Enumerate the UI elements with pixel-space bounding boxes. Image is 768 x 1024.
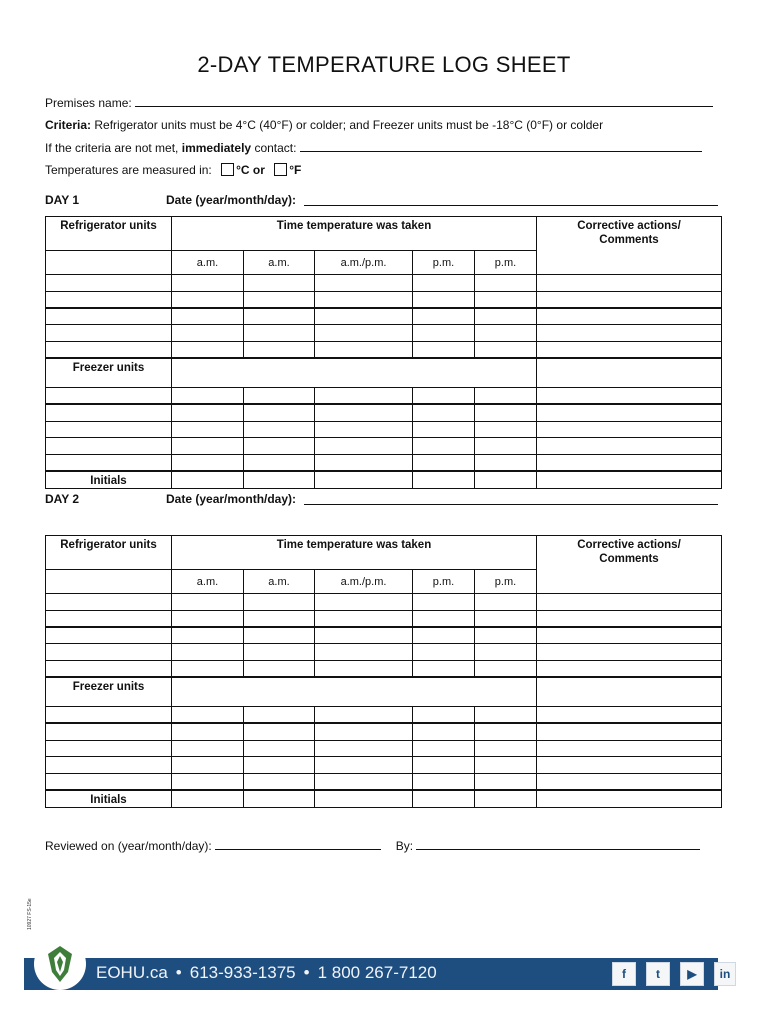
freezer-entry-row (46, 421, 722, 438)
comments-header (537, 536, 722, 594)
freezer-entry-row (46, 773, 722, 790)
comments-cell[interactable] (537, 594, 722, 611)
temperature-cell[interactable] (172, 388, 244, 405)
unit-name-cell[interactable] (46, 644, 172, 661)
initials-cell[interactable] (315, 790, 413, 808)
time-slot-label: a.m./p.m. (315, 570, 413, 594)
unit-or-label: or (252, 163, 265, 177)
measured-line (45, 163, 721, 177)
measured-label: Temperatures are measured in: (45, 163, 212, 177)
temperature-cell[interactable] (315, 275, 413, 292)
comments-cell[interactable] (537, 454, 722, 471)
comments-cell[interactable] (537, 790, 722, 808)
temperature-cell[interactable] (315, 723, 413, 740)
temperature-cell[interactable] (244, 292, 315, 309)
page-title: 2-DAY TEMPERATURE LOG SHEET (197, 52, 571, 77)
temperature-cell[interactable] (172, 627, 244, 644)
initials-cell[interactable] (244, 790, 315, 808)
temperature-cell[interactable] (315, 644, 413, 661)
premises-field[interactable] (135, 96, 713, 107)
refrigerator-units-header: Refrigerator units (46, 536, 172, 570)
refrigerator-entry-row (46, 341, 722, 358)
day2-label: DAY 2 (45, 492, 80, 506)
temperature-cell[interactable] (244, 757, 315, 774)
footer-phone-toll-free: 1 800 267-7120 (317, 963, 437, 982)
temperature-cell[interactable] (413, 707, 475, 724)
day1-date-label: Date (year/month/day): (166, 193, 297, 207)
reviewed-label: Reviewed on (year/month/day): (45, 839, 212, 853)
freezer-time-span (172, 677, 537, 707)
comments-cell[interactable] (537, 707, 722, 724)
freezer-units-header: Freezer units (46, 677, 172, 707)
header-row (46, 217, 722, 251)
comments-cell[interactable] (537, 740, 722, 757)
temperature-cell[interactable] (172, 404, 244, 421)
temperature-cell[interactable] (413, 454, 475, 471)
temperature-cell[interactable] (172, 275, 244, 292)
temperature-cell[interactable] (413, 292, 475, 309)
freezer-entry-row (46, 388, 722, 405)
temperature-cell[interactable] (475, 611, 537, 628)
freezer-entry-row (46, 438, 722, 455)
temperature-cell[interactable] (475, 660, 537, 677)
temperature-cell[interactable] (244, 740, 315, 757)
temperature-cell[interactable] (475, 325, 537, 342)
unit-name-cell[interactable] (46, 627, 172, 644)
temperature-cell[interactable] (315, 421, 413, 438)
temperature-cell[interactable] (244, 594, 315, 611)
unit-name-cell[interactable] (46, 275, 172, 292)
unit-name-cell[interactable] (46, 308, 172, 325)
initials-cell[interactable] (315, 471, 413, 489)
comments-cell[interactable] (537, 627, 722, 644)
freezer-entry-row (46, 707, 722, 724)
time-slot-label: a.m. (244, 251, 315, 275)
temperature-cell[interactable] (315, 404, 413, 421)
temperature-cell[interactable] (244, 611, 315, 628)
day1-date-field[interactable] (304, 205, 718, 206)
time-slot-label: a.m. (172, 251, 244, 275)
time-slot-label: p.m. (413, 570, 475, 594)
temperature-cell[interactable] (244, 275, 315, 292)
temperature-cell[interactable] (244, 773, 315, 790)
reviewed-by-label: By: (395, 839, 414, 853)
freezer-header-row (46, 677, 722, 707)
unit-name-cell[interactable] (46, 594, 172, 611)
initials-cell[interactable] (475, 790, 537, 808)
temperature-cell[interactable] (315, 454, 413, 471)
document-code: 10927 FS-15e (27, 898, 33, 930)
comments-cell[interactable] (537, 723, 722, 740)
footer-phone-local: 613-933-1375 (189, 963, 296, 982)
temperature-cell[interactable] (475, 757, 537, 774)
freezer-units-header: Freezer units (46, 358, 172, 388)
unit-name-cell[interactable] (46, 388, 172, 405)
initials-cell[interactable] (475, 471, 537, 489)
unit-name-cell[interactable] (46, 660, 172, 677)
comments-cell[interactable] (537, 308, 722, 325)
reviewed-line (45, 839, 721, 853)
comments-cell[interactable] (537, 471, 722, 489)
unit-name-cell[interactable] (46, 454, 172, 471)
unit-name-cell[interactable] (46, 292, 172, 309)
time-slot-label: p.m. (475, 251, 537, 275)
comments-header-line2: Comments (599, 553, 659, 565)
temperature-cell[interactable] (315, 594, 413, 611)
temperature-cell[interactable] (244, 644, 315, 661)
initials-row (46, 790, 722, 808)
temperature-cell[interactable] (172, 594, 244, 611)
temperature-cell[interactable] (315, 740, 413, 757)
temperature-cell[interactable] (315, 438, 413, 455)
temperature-cell[interactable] (244, 660, 315, 677)
refrigerator-entry-row (46, 611, 722, 628)
freezer-entry-row (46, 404, 722, 421)
freezer-entry-row (46, 723, 722, 740)
unit-name-cell[interactable] (46, 325, 172, 342)
unit-name-cell[interactable] (46, 757, 172, 774)
footer-contact: EOHU.ca • 613-933-1375 • 1 800 267-7120 (96, 963, 437, 982)
time-slot-label: p.m. (475, 570, 537, 594)
temperature-cell[interactable] (475, 594, 537, 611)
unit-name-cell[interactable] (46, 251, 172, 275)
time-slot-label: p.m. (413, 251, 475, 275)
temperature-cell[interactable] (172, 421, 244, 438)
initials-cell[interactable] (413, 471, 475, 489)
temperature-cell[interactable] (475, 292, 537, 309)
premises-line (45, 96, 721, 110)
temperature-cell[interactable] (413, 404, 475, 421)
unit-name-cell[interactable] (46, 421, 172, 438)
temperature-cell[interactable] (172, 308, 244, 325)
unit-name-cell[interactable] (46, 570, 172, 594)
criteria-line (45, 118, 721, 132)
initials-cell[interactable] (413, 790, 475, 808)
initials-row (46, 471, 722, 489)
time-slot-label: a.m./p.m. (315, 251, 413, 275)
temperature-cell[interactable] (244, 308, 315, 325)
freezer-time-span (172, 358, 537, 388)
temperature-cell[interactable] (315, 308, 413, 325)
temperature-cell[interactable] (413, 308, 475, 325)
temperature-cell[interactable] (172, 644, 244, 661)
temperature-cell[interactable] (475, 627, 537, 644)
contact-line (45, 141, 721, 155)
temperature-cell[interactable] (475, 723, 537, 740)
fahrenheit-label: °F (289, 163, 302, 177)
comments-cell[interactable] (537, 421, 722, 438)
temperature-cell[interactable] (475, 644, 537, 661)
temperature-cell[interactable] (172, 707, 244, 724)
comments-cell[interactable] (537, 404, 722, 421)
temperature-cell[interactable] (413, 275, 475, 292)
contact-pre: If the criteria are not met, (45, 141, 179, 155)
temperature-cell[interactable] (244, 341, 315, 358)
temperature-cell[interactable] (315, 627, 413, 644)
day1-log-table (45, 216, 722, 489)
temperature-cell[interactable] (475, 773, 537, 790)
criteria-label: Criteria: (45, 118, 92, 132)
comments-cell[interactable] (537, 773, 722, 790)
temperature-cell[interactable] (172, 773, 244, 790)
facebook-icon[interactable]: f (612, 962, 636, 986)
comments-header (537, 217, 722, 275)
temperature-cell[interactable] (172, 454, 244, 471)
comments-cell[interactable] (537, 757, 722, 774)
temperature-cell[interactable] (413, 421, 475, 438)
temperature-cell[interactable] (315, 325, 413, 342)
comments-cell[interactable] (537, 611, 722, 628)
refrigerator-entry-row (46, 308, 722, 325)
freezer-entry-row (46, 454, 722, 471)
temperature-cell[interactable] (172, 740, 244, 757)
refrigerator-entry-row (46, 644, 722, 661)
temperature-cell[interactable] (244, 325, 315, 342)
footer-site[interactable]: EOHU.ca (96, 963, 168, 982)
temperature-cell[interactable] (413, 438, 475, 455)
temperature-cell[interactable] (244, 404, 315, 421)
unit-name-cell[interactable] (46, 773, 172, 790)
comments-cell[interactable] (537, 275, 722, 292)
refrigerator-entry-row (46, 292, 722, 309)
youtube-icon[interactable]: ▶ (680, 962, 704, 986)
temperature-cell[interactable] (172, 757, 244, 774)
reviewed-by-field[interactable] (416, 839, 700, 850)
initials-label: Initials (46, 790, 172, 808)
unit-name-cell[interactable] (46, 404, 172, 421)
temperature-cell[interactable] (315, 388, 413, 405)
unit-name-cell[interactable] (46, 611, 172, 628)
temperature-cell[interactable] (413, 757, 475, 774)
temperature-cell[interactable] (413, 627, 475, 644)
temperature-cell[interactable] (315, 292, 413, 309)
contact-post: contact: (254, 141, 297, 155)
temperature-cell[interactable] (315, 341, 413, 358)
temperature-cell[interactable] (413, 594, 475, 611)
temperature-cell[interactable] (172, 611, 244, 628)
day2-date-field[interactable] (304, 504, 718, 505)
initials-cell[interactable] (172, 790, 244, 808)
refrigerator-entry-row (46, 660, 722, 677)
contact-field[interactable] (300, 141, 702, 152)
celsius-checkbox[interactable] (221, 163, 234, 176)
temperature-cell[interactable] (475, 421, 537, 438)
temperature-cell[interactable] (315, 660, 413, 677)
temperature-cell[interactable] (244, 707, 315, 724)
temperature-cell[interactable] (315, 611, 413, 628)
comments-header-line2: Comments (599, 234, 659, 246)
freezer-entry-row (46, 757, 722, 774)
temperature-cell[interactable] (475, 740, 537, 757)
criteria-text: Refrigerator units must be 4°C (40°F) or colder; and Freezer units must be -18°C (0°F) or colder (94, 118, 604, 132)
temperature-cell[interactable] (413, 611, 475, 628)
temperature-cell[interactable] (244, 454, 315, 471)
temperature-cell[interactable] (172, 723, 244, 740)
day2-date-label: Date (year/month/day): (166, 492, 297, 506)
unit-name-cell[interactable] (46, 438, 172, 455)
day1-label: DAY 1 (45, 193, 80, 207)
temperature-cell[interactable] (172, 292, 244, 309)
contact-bold: immediately (181, 141, 252, 155)
temperature-cell[interactable] (315, 757, 413, 774)
temperature-cell[interactable] (475, 275, 537, 292)
temperature-cell[interactable] (244, 421, 315, 438)
unit-name-cell[interactable] (46, 723, 172, 740)
unit-name-cell[interactable] (46, 740, 172, 757)
initials-cell[interactable] (172, 471, 244, 489)
linkedin-icon[interactable]: in (714, 962, 736, 986)
temperature-cell[interactable] (413, 723, 475, 740)
comments-cell[interactable] (537, 341, 722, 358)
refrigerator-entry-row (46, 594, 722, 611)
temperature-cell[interactable] (172, 438, 244, 455)
temperature-cell[interactable] (315, 773, 413, 790)
unit-name-cell[interactable] (46, 341, 172, 358)
temperature-cell[interactable] (244, 627, 315, 644)
temperature-cell[interactable] (315, 707, 413, 724)
fahrenheit-checkbox[interactable] (274, 163, 287, 176)
time-slot-label: a.m. (244, 570, 315, 594)
initials-cell[interactable] (244, 471, 315, 489)
comments-cell[interactable] (537, 325, 722, 342)
header-row (46, 536, 722, 570)
freezer-entry-row (46, 740, 722, 757)
time-taken-header: Time temperature was taken (172, 217, 537, 251)
time-slot-label: a.m. (172, 570, 244, 594)
temperature-cell[interactable] (413, 644, 475, 661)
temperature-cell[interactable] (244, 438, 315, 455)
celsius-label: °C (236, 163, 250, 177)
temperature-cell[interactable] (475, 454, 537, 471)
temperature-cell[interactable] (475, 388, 537, 405)
temperature-cell[interactable] (475, 404, 537, 421)
comments-cell[interactable] (537, 660, 722, 677)
eohu-logo (34, 938, 86, 990)
temperature-cell[interactable] (244, 388, 315, 405)
temperature-cell[interactable] (172, 341, 244, 358)
unit-name-cell[interactable] (46, 707, 172, 724)
comments-cell[interactable] (537, 677, 722, 707)
temperature-cell[interactable] (413, 660, 475, 677)
temperature-cell[interactable] (475, 707, 537, 724)
time-taken-header: Time temperature was taken (172, 536, 537, 570)
initials-label: Initials (46, 471, 172, 489)
temperature-cell[interactable] (244, 723, 315, 740)
temperature-cell[interactable] (475, 438, 537, 455)
twitter-icon[interactable]: t (646, 962, 670, 986)
reviewed-date-field[interactable] (215, 839, 381, 850)
temperature-cell[interactable] (413, 773, 475, 790)
refrigerator-entry-row (46, 275, 722, 292)
premises-label: Premises name: (45, 96, 132, 110)
temperature-cell[interactable] (172, 325, 244, 342)
day2-log-table (45, 535, 722, 808)
comments-cell[interactable] (537, 644, 722, 661)
comments-cell[interactable] (537, 438, 722, 455)
temperature-cell[interactable] (413, 341, 475, 358)
comments-header-line1: Corrective actions/ (577, 220, 681, 232)
refrigerator-entry-row (46, 325, 722, 342)
comments-header-line1: Corrective actions/ (577, 539, 681, 551)
temperature-cell[interactable] (413, 740, 475, 757)
temperature-cell[interactable] (413, 388, 475, 405)
refrigerator-units-header: Refrigerator units (46, 217, 172, 251)
temperature-cell[interactable] (475, 308, 537, 325)
refrigerator-entry-row (46, 627, 722, 644)
freezer-header-row (46, 358, 722, 388)
comments-cell[interactable] (537, 358, 722, 388)
comments-cell[interactable] (537, 292, 722, 309)
temperature-cell[interactable] (172, 660, 244, 677)
temperature-cell[interactable] (413, 325, 475, 342)
temperature-cell[interactable] (475, 341, 537, 358)
comments-cell[interactable] (537, 388, 722, 405)
